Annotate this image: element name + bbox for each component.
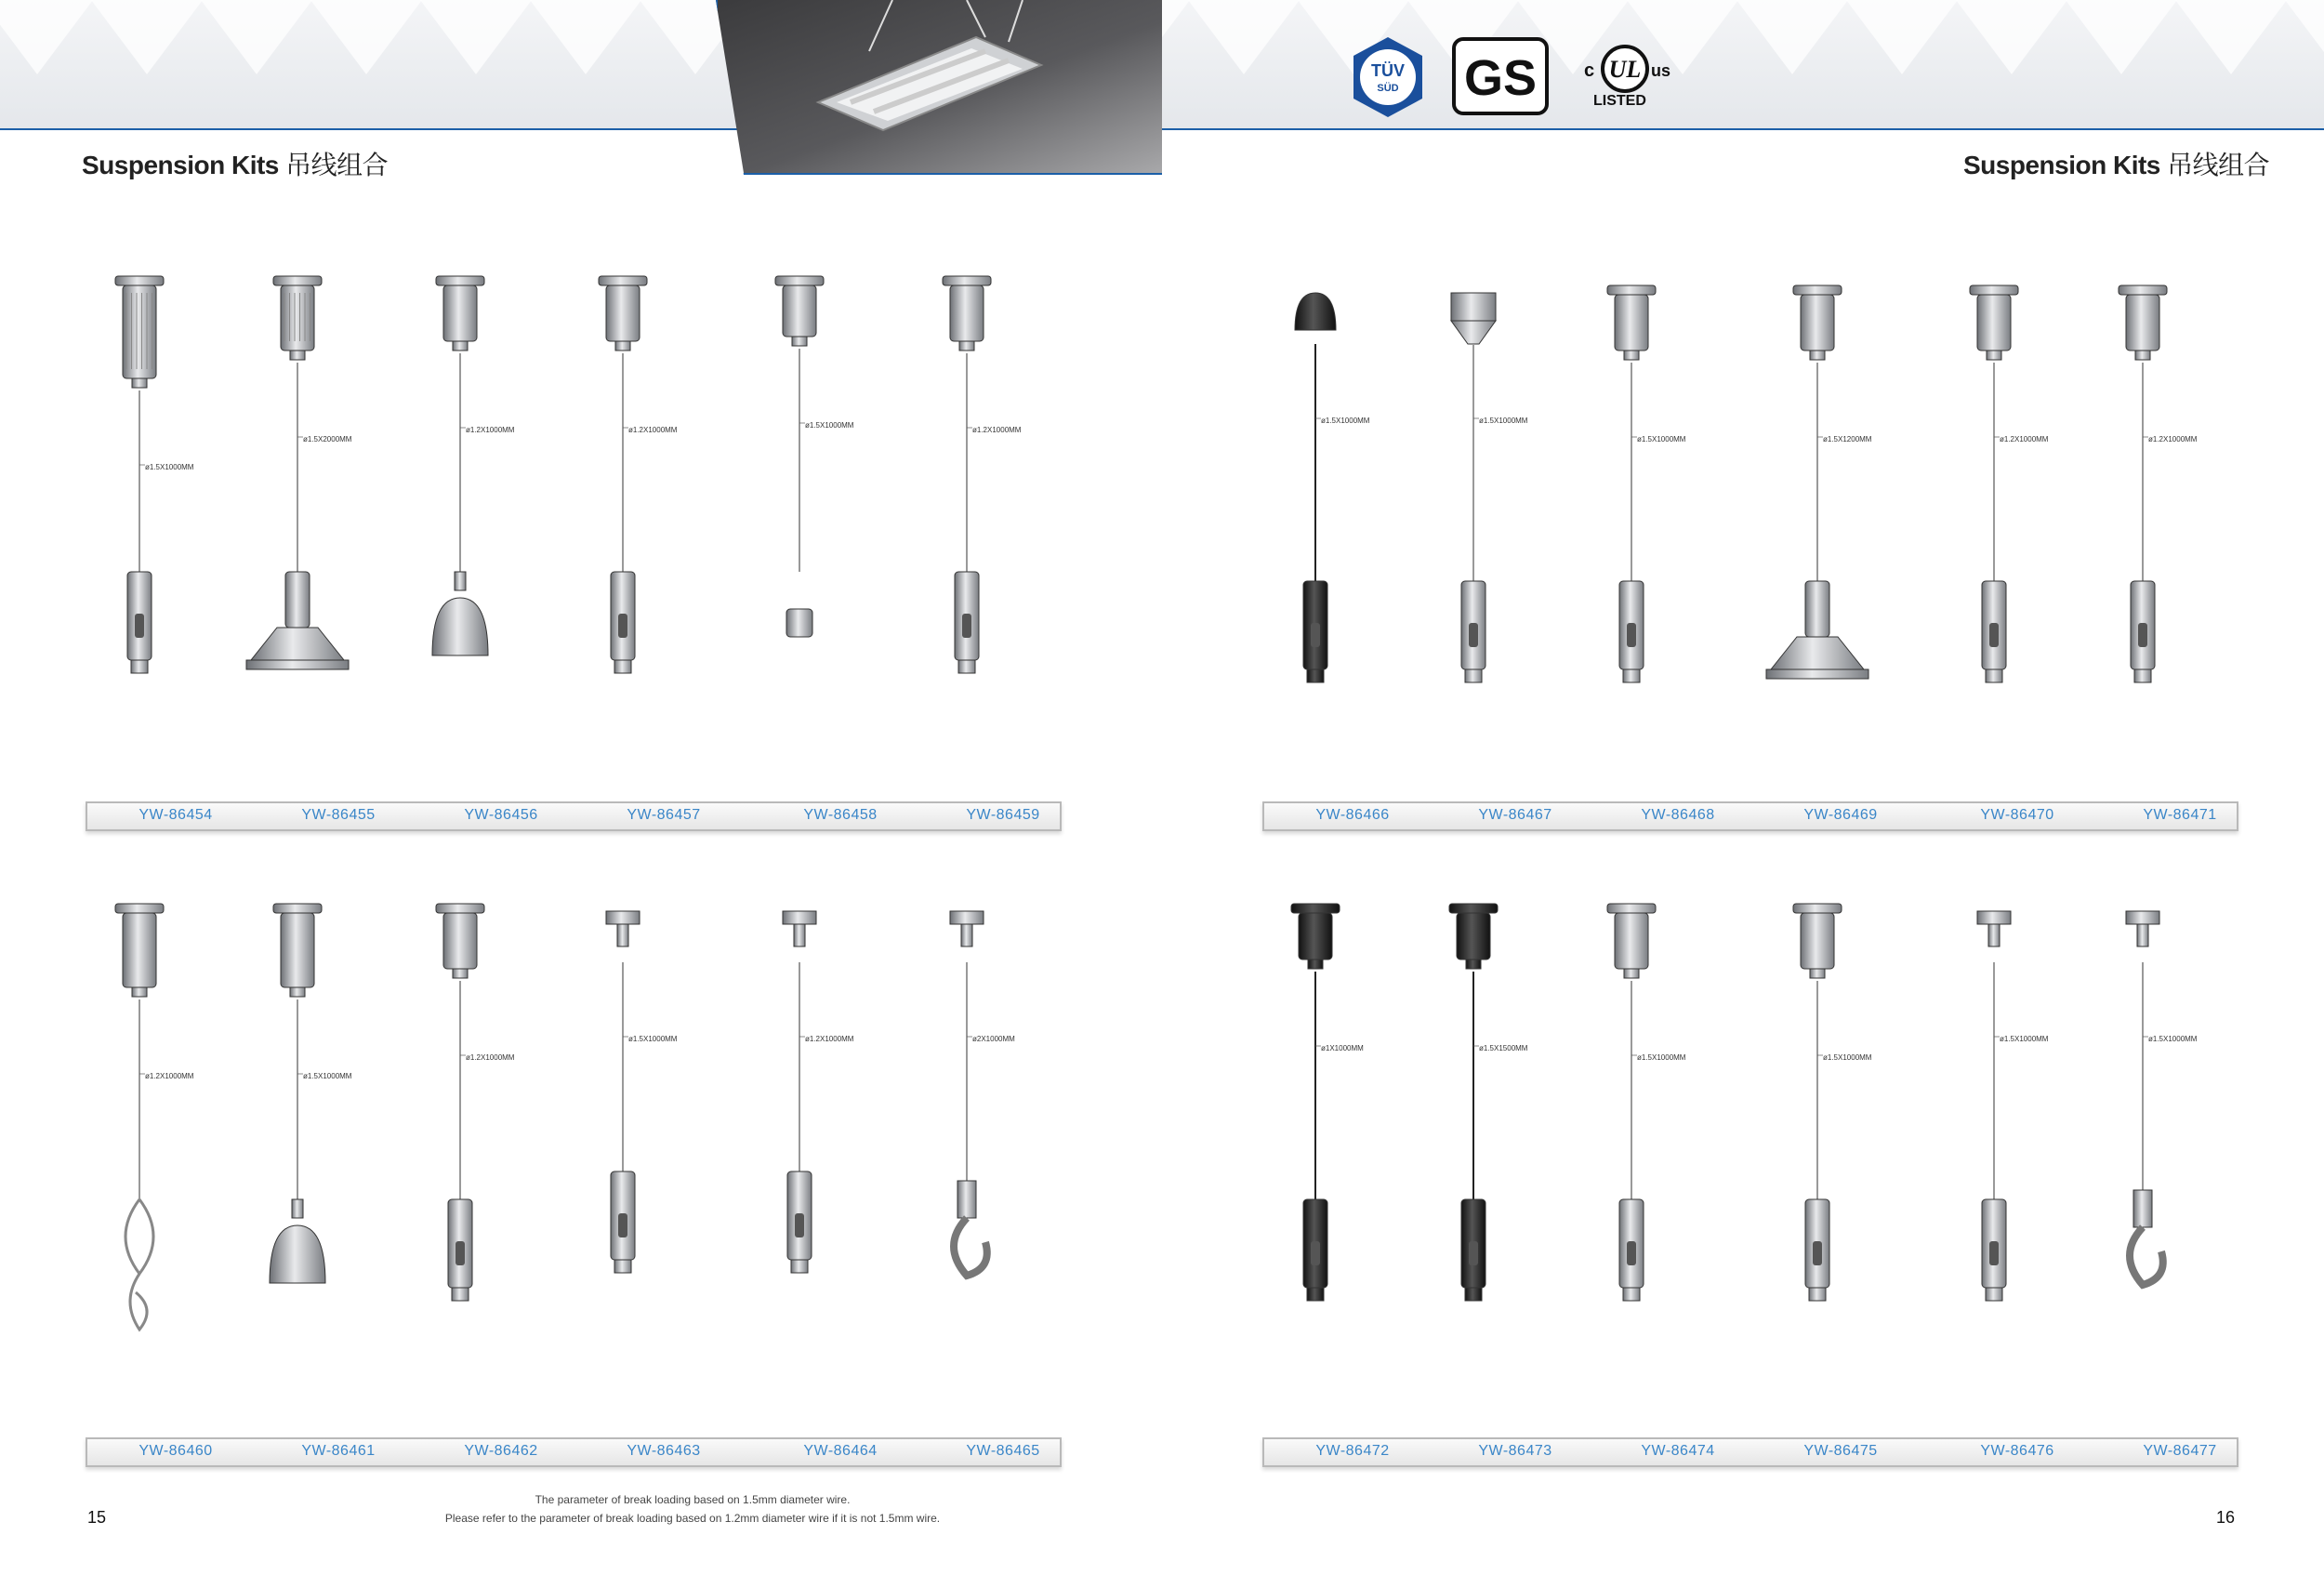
- caption-bar-left-row1: [86, 801, 1062, 831]
- header-pattern-triangle: [1956, 0, 2067, 74]
- suspension-kit-drawing: [246, 893, 404, 1413]
- suspension-kit-drawing: [1580, 274, 1738, 795]
- header-pattern-triangle: [1188, 0, 1300, 74]
- left-title-cn: 吊线组合: [285, 151, 389, 179]
- gs-text: GS: [1463, 50, 1538, 106]
- wire-dimension-label: ø1.5X1200MM: [1823, 435, 1872, 443]
- suspension-kit-drawing: [2092, 274, 2250, 795]
- suspension-kit-drawing: [246, 265, 404, 786]
- suspension-kit-drawing: [1580, 893, 1738, 1413]
- header-pattern-triangle: [0, 0, 93, 74]
- suspension-kit-drawing: [916, 893, 1074, 1413]
- header-pattern-triangle: [1846, 0, 1958, 74]
- right-title-en: Suspension Kits: [1963, 151, 2160, 179]
- product-code: YW-86475: [1803, 1443, 1878, 1459]
- suspension-kit-drawing: [1422, 893, 1580, 1413]
- caption-bar-left-row2: [86, 1437, 1062, 1467]
- product-code: YW-86455: [301, 807, 376, 823]
- suspension-kit-drawing: [88, 893, 246, 1413]
- ul-c-text: c: [1584, 60, 1595, 81]
- header-pattern-triangle: [310, 0, 422, 74]
- product-code: YW-86459: [966, 807, 1040, 823]
- wire-dimension-label: ø1.2X1000MM: [466, 426, 515, 434]
- product-code: YW-86463: [627, 1443, 701, 1459]
- wire-dimension-label: ø1.5X1000MM: [1479, 417, 1528, 425]
- wire-dimension-label: ø1.2X1000MM: [2148, 435, 2198, 443]
- wire-dimension-label: ø1.2X1000MM: [972, 426, 1022, 434]
- wire-dimension-label: ø1.2X1000MM: [145, 1072, 194, 1080]
- break-load-note-2: Please refer to the parameter of break loading based on 1.2mm diameter wire if it is not 1.5mm wire.: [444, 1512, 941, 1525]
- product-code: YW-86458: [803, 807, 878, 823]
- wire-dimension-label: ø1.5X1000MM: [1637, 1053, 1686, 1062]
- suspension-kit-drawing: [748, 893, 906, 1413]
- product-code: YW-86470: [1980, 807, 2054, 823]
- header-pattern-triangle: [2285, 0, 2324, 74]
- product-code: YW-86471: [2143, 807, 2217, 823]
- product-code: YW-86476: [1980, 1443, 2054, 1459]
- ul-mark-text: UL: [1608, 56, 1642, 83]
- tuv-sud-certification-icon: [1346, 35, 1430, 119]
- suspension-kit-drawing: [1943, 274, 2101, 795]
- product-code: YW-86477: [2143, 1443, 2217, 1459]
- wire-dimension-label: ø1.5X1000MM: [1637, 435, 1686, 443]
- sud-text: SÜD: [1377, 83, 1399, 94]
- header-band: [0, 0, 2324, 130]
- wire-dimension-label: ø1.2X1000MM: [2000, 435, 2049, 443]
- header-pattern-triangle: [201, 0, 312, 74]
- suspension-kit-drawing: [1766, 274, 1924, 795]
- header-pattern-triangle: [420, 0, 532, 74]
- product-code: YW-86461: [301, 1443, 376, 1459]
- suspension-kit-drawing: [748, 265, 906, 786]
- wire-dimension-label: ø1.5X1000MM: [1823, 1053, 1872, 1062]
- wire-dimension-label: ø1.5X1000MM: [805, 421, 854, 430]
- product-code: YW-86465: [966, 1443, 1040, 1459]
- right-page-number: 16: [2216, 1508, 2236, 1527]
- suspension-kit-drawing: [1264, 274, 1422, 795]
- suspension-kit-drawing: [1264, 893, 1422, 1413]
- wire-dimension-label: ø1.5X1000MM: [628, 1035, 678, 1043]
- suspension-kit-drawing: [409, 265, 567, 786]
- header-pattern-triangle: [2066, 0, 2177, 74]
- header-rule: [0, 128, 2324, 130]
- header-pattern-triangle: [530, 0, 641, 74]
- header-pattern-triangle: [91, 0, 203, 74]
- right-title-cn: 吊线组合: [2167, 151, 2270, 179]
- wire-dimension-label: ø1.5X1000MM: [1321, 417, 1370, 425]
- wire-dimension-label: ø1.5X1000MM: [303, 1072, 352, 1080]
- gs-certification-icon: [1450, 35, 1538, 119]
- ul-us-text: us: [1651, 61, 1671, 80]
- product-code: YW-86473: [1478, 1443, 1552, 1459]
- product-code: YW-86454: [139, 807, 213, 823]
- header-pattern-triangle: [2175, 0, 2287, 74]
- product-code: YW-86467: [1478, 807, 1552, 823]
- wire-dimension-label: ø2X1000MM: [972, 1035, 1015, 1043]
- wire-dimension-label: ø1X1000MM: [1321, 1044, 1364, 1052]
- header-pattern-triangle: [1736, 0, 1848, 74]
- suspension-kit-drawing: [1422, 274, 1580, 795]
- wire-dimension-label: ø1.2X1000MM: [805, 1035, 854, 1043]
- product-code: YW-86468: [1641, 807, 1715, 823]
- suspension-kit-drawing: [916, 265, 1074, 786]
- wire-dimension-label: ø1.2X1000MM: [466, 1053, 515, 1062]
- product-code: YW-86460: [139, 1443, 213, 1459]
- product-code: YW-86466: [1315, 807, 1390, 823]
- product-code: YW-86474: [1641, 1443, 1715, 1459]
- suspension-kit-drawing: [1766, 893, 1924, 1413]
- wire-dimension-label: ø1.5X2000MM: [303, 435, 352, 443]
- right-page-title: [1963, 145, 2269, 182]
- suspension-kit-drawing: [88, 265, 246, 786]
- left-page-title: [82, 145, 388, 182]
- wire-dimension-label: ø1.2X1000MM: [628, 426, 678, 434]
- suspension-kit-drawing: [572, 265, 730, 786]
- wire-dimension-label: ø1.5X1000MM: [2000, 1035, 2049, 1043]
- product-code: YW-86464: [803, 1443, 878, 1459]
- product-code: YW-86472: [1315, 1443, 1390, 1459]
- left-page-number: 15: [87, 1508, 107, 1527]
- photo-frame: [716, 0, 1162, 175]
- tuv-text: TÜV: [1371, 61, 1405, 80]
- caption-bar-right-row1: [1262, 801, 2238, 831]
- suspension-kit-drawing: [409, 893, 567, 1413]
- product-code: YW-86457: [627, 807, 701, 823]
- wire-dimension-label: ø1.5X1500MM: [1479, 1044, 1528, 1052]
- wire-dimension-label: ø1.5X1000MM: [145, 463, 194, 471]
- product-code: YW-86462: [464, 1443, 538, 1459]
- suspension-kit-drawing: [1943, 893, 2101, 1413]
- left-title-en: Suspension Kits: [82, 151, 279, 179]
- break-load-note-1: The parameter of break loading based on 1.5mm diameter wire.: [535, 1493, 851, 1506]
- caption-bar-right-row2: [1262, 1437, 2238, 1467]
- wire-dimension-label: ø1.5X1000MM: [2148, 1035, 2198, 1043]
- suspension-kit-drawing: [572, 893, 730, 1413]
- suspension-kit-drawing: [2092, 893, 2250, 1413]
- ul-listed-label: LISTED: [1593, 93, 1646, 109]
- product-code: YW-86469: [1803, 807, 1878, 823]
- product-code: YW-86456: [464, 807, 538, 823]
